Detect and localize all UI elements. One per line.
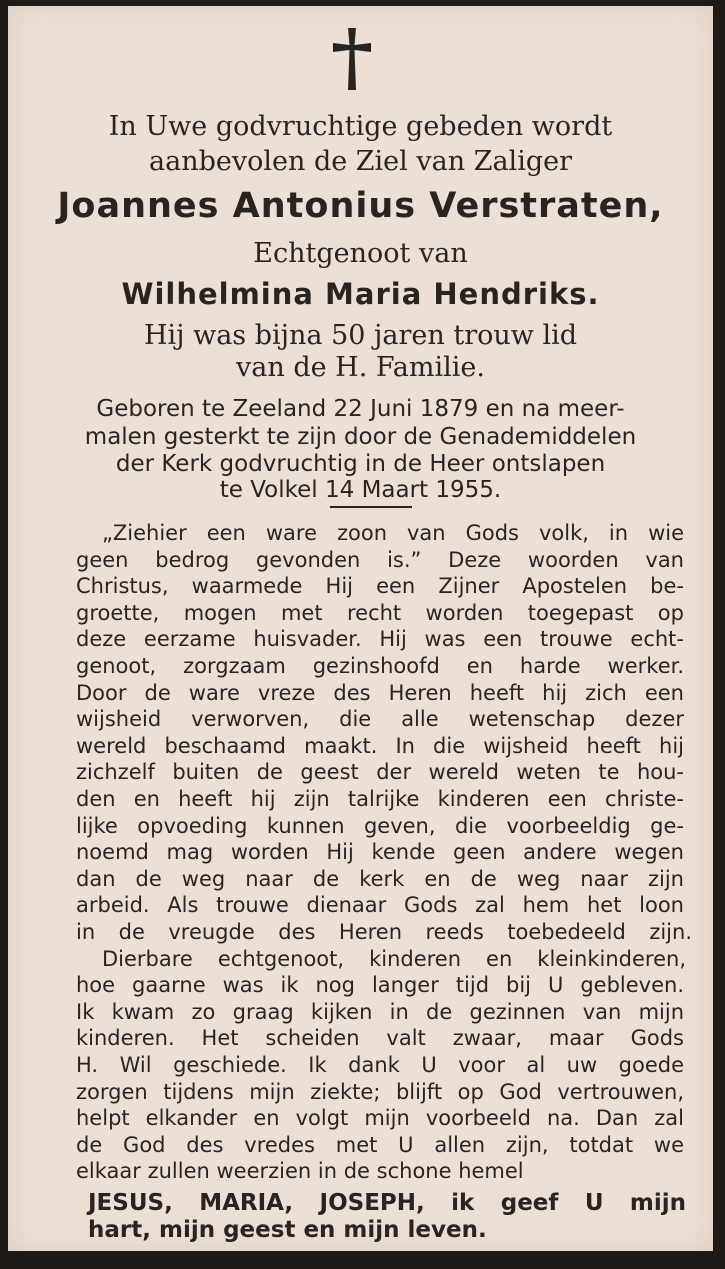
body-text-line: wereld beschaamd maakt. In die wijsheid heeft hij xyxy=(76,733,684,758)
membership-line-2: van de H. Familie. xyxy=(236,352,485,383)
body-text-line: Door de ware vreze des Heren heeft hij zich een xyxy=(76,680,684,705)
body-text-line: in de vreugde des Heren reeds toebedeeld zijn. xyxy=(76,920,692,944)
body-text-line: den en heeft hij zijn talrijke kinderen een christe- xyxy=(76,787,684,811)
body-text-line: geen bedrog gevonden is.” Deze woorden van xyxy=(76,547,684,572)
body-text-line: hart, mijn geest en mijn leven. xyxy=(88,1216,487,1243)
body-text-line: Dierbare echtgenoot, kinderen en kleinkinderen, xyxy=(102,946,686,971)
memorial-card xyxy=(8,6,713,1251)
membership-line-1: Hij was bijna 50 jaren trouw lid xyxy=(143,320,578,351)
body-text-line: deze eerzame huisvader. Hij was een trouwe echt- xyxy=(76,627,684,652)
body-text-line: lijke opvoeding kunnen geven, die voorbeeldig ge- xyxy=(76,813,684,838)
birth-death-line-3: der Kerk godvruchtig in de Heer ontslapen xyxy=(115,451,606,477)
body-text-line: kinderen. Het scheiden valt zwaar, maar Gods xyxy=(76,1026,684,1051)
body-text-line: genoot, zorgzaam gezinshoofd en harde werker. xyxy=(76,654,684,678)
body-text-line: elkaar zullen weerzien in de schone hemel xyxy=(76,1159,524,1184)
body-text-line: „Ziehier een ware zoon van Gods volk, in wie xyxy=(102,521,684,545)
body-text-line: dan de weg naar de kerk en de weg naar zijn xyxy=(76,866,684,891)
body-text-line: Ik kwam zo graag kijken in de gezinnen van mijn xyxy=(76,999,684,1024)
body-text-line: Christus, waarmede Hij een Zijner Apostelen be- xyxy=(76,574,684,599)
body-text-line: arbeid. Als trouwe dienaar Gods zal hem het loon xyxy=(76,893,684,918)
body-text-line: zichzelf buiten de geest der wereld weten te hou- xyxy=(76,760,684,785)
body-text-line: H. Wil geschiede. Ik dank U voor al uw goede xyxy=(76,1053,684,1077)
body-text-line: hoe gaarne was ik nog langer tijd bij U gebleven. xyxy=(76,973,684,998)
body-text-line: noemd mag worden Hij kende geen andere wegen xyxy=(76,840,684,865)
body-text-line: JESUS, MARIA, JOSEPH, ik geef U mijn xyxy=(88,1190,686,1216)
body-text-line: helpt elkander en volgt mijn voorbeeld na. Dan zal xyxy=(76,1106,684,1131)
cross-icon xyxy=(331,27,373,91)
deceased-name: Joannes Antonius Verstraten, xyxy=(57,186,664,226)
birth-death-line-1: Geboren te Zeeland 22 Juni 1879 en na meer- xyxy=(96,396,625,422)
body-text-line: zorgen tijdens mijn ziekte; blijft op God vertrouwen, xyxy=(76,1079,684,1104)
birth-death-line-4: te Volkel 14 Maart 1955. xyxy=(219,477,502,503)
birth-death-line-2: malen gesterkt te zijn door de Genademiddelen xyxy=(84,424,637,450)
body-text-line: de God des vredes met U allen zijn, totdat we xyxy=(76,1132,684,1157)
spouse-name: Wilhelmina Maria Hendriks. xyxy=(121,277,600,311)
body-text-line: wijsheid verworven, die alle wetenschap dezer xyxy=(76,707,684,732)
intro-line-2: aanbevolen de Ziel van Zaliger xyxy=(149,146,572,177)
intro-line-1: In Uwe godvruchtige gebeden wordt xyxy=(108,111,613,142)
body-text-line: groette, mogen met recht worden toegepast op xyxy=(76,600,684,625)
spouse-intro: Echtgenoot van xyxy=(253,238,468,269)
divider-rule xyxy=(330,506,412,508)
